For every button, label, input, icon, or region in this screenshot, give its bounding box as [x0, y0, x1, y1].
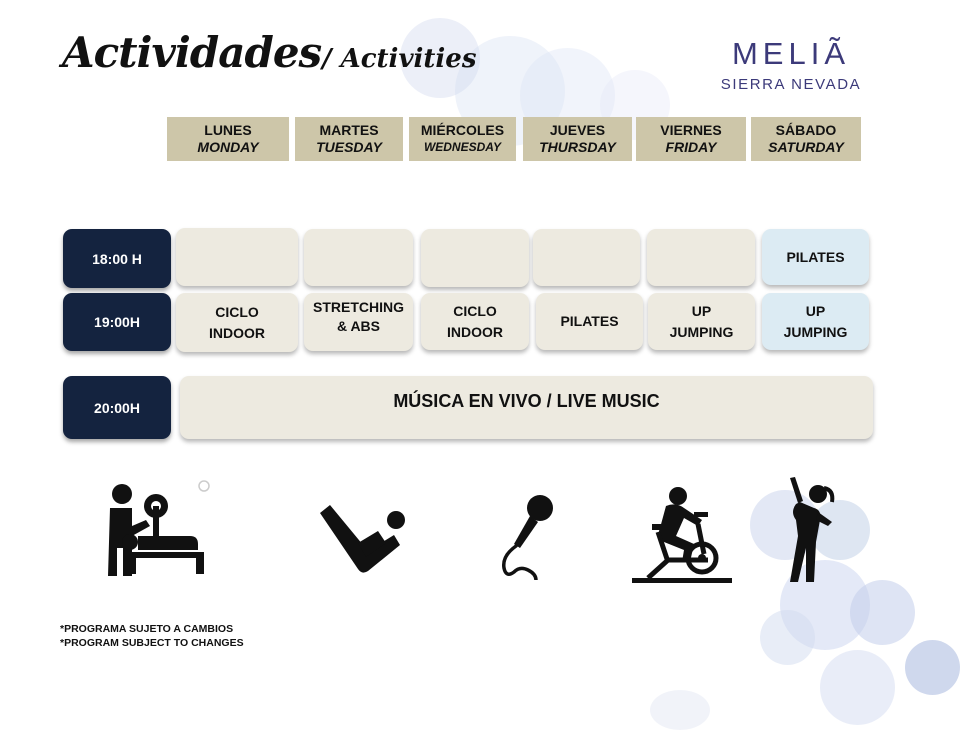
activity-cell-fri-1800	[647, 229, 755, 286]
time-badge-1800: 18:00 H	[63, 229, 171, 288]
day-header-tuesday	[295, 117, 403, 161]
day-en: TUESDAY	[316, 139, 382, 155]
day-header-thursday	[523, 117, 632, 161]
day-es: MIÉRCOLES	[420, 122, 505, 138]
page-subtitle: / Activities	[322, 44, 477, 74]
logo-brand: MELIÃ	[731, 36, 851, 71]
day-en: SATURDAY	[768, 139, 844, 155]
footnote	[60, 622, 244, 650]
day-es: JUEVES	[549, 122, 606, 138]
day-header-monday	[167, 117, 289, 161]
activity-cell-mon-1900: CICLO INDOOR	[176, 293, 298, 352]
day-en: FRIDAY	[665, 139, 717, 155]
day-header-saturday	[751, 117, 861, 161]
time-badge-1900: 19:00H	[63, 293, 171, 351]
dancer-icon	[778, 476, 840, 586]
footnote-en: *PROGRAM SUBJECT TO CHANGES	[60, 637, 244, 649]
activity-cell-fri-1900: UP JUMPING	[648, 293, 755, 350]
day-en: MONDAY	[197, 139, 259, 155]
activity-cell-thu-1900: PILATES	[536, 293, 643, 350]
activity-cell-sat-1900: UP JUMPING	[762, 293, 869, 350]
day-es: VIERNES	[660, 122, 722, 138]
activity-cell-thu-1800	[533, 229, 640, 286]
activity-cell-wed-1900: CICLO INDOOR	[421, 293, 529, 350]
microphone-icon	[496, 492, 558, 580]
time-badge-2000: 20:00H	[63, 376, 171, 439]
day-header-wednesday	[409, 117, 516, 161]
day-es: MARTES	[319, 122, 379, 138]
activity-cell-tue-1800	[304, 229, 413, 286]
spinning-bike-icon	[628, 484, 734, 584]
activity-cell-tue-1900: STRETCHING & ABS	[304, 293, 413, 351]
day-es: LUNES	[204, 122, 252, 138]
personal-trainer-icon	[100, 478, 215, 578]
activity-cell-sat-1800: PILATES	[762, 229, 869, 285]
day-header-friday	[636, 117, 746, 161]
page-title: Actividades	[62, 28, 322, 77]
live-music-banner: MÚSICA EN VIVO / LIVE MUSIC	[180, 376, 873, 439]
day-en: THURSDAY	[539, 139, 616, 155]
logo-location: SIERRA NEVADA	[720, 76, 862, 93]
footnote-es: *PROGRAMA SUJETO A CAMBIOS	[60, 623, 234, 635]
yoga-pose-icon	[318, 503, 410, 578]
day-es: SÁBADO	[775, 122, 837, 138]
activity-cell-wed-1800	[421, 229, 529, 287]
activity-cell-mon-1800	[176, 228, 298, 286]
day-en: WEDNESDAY	[423, 140, 502, 154]
